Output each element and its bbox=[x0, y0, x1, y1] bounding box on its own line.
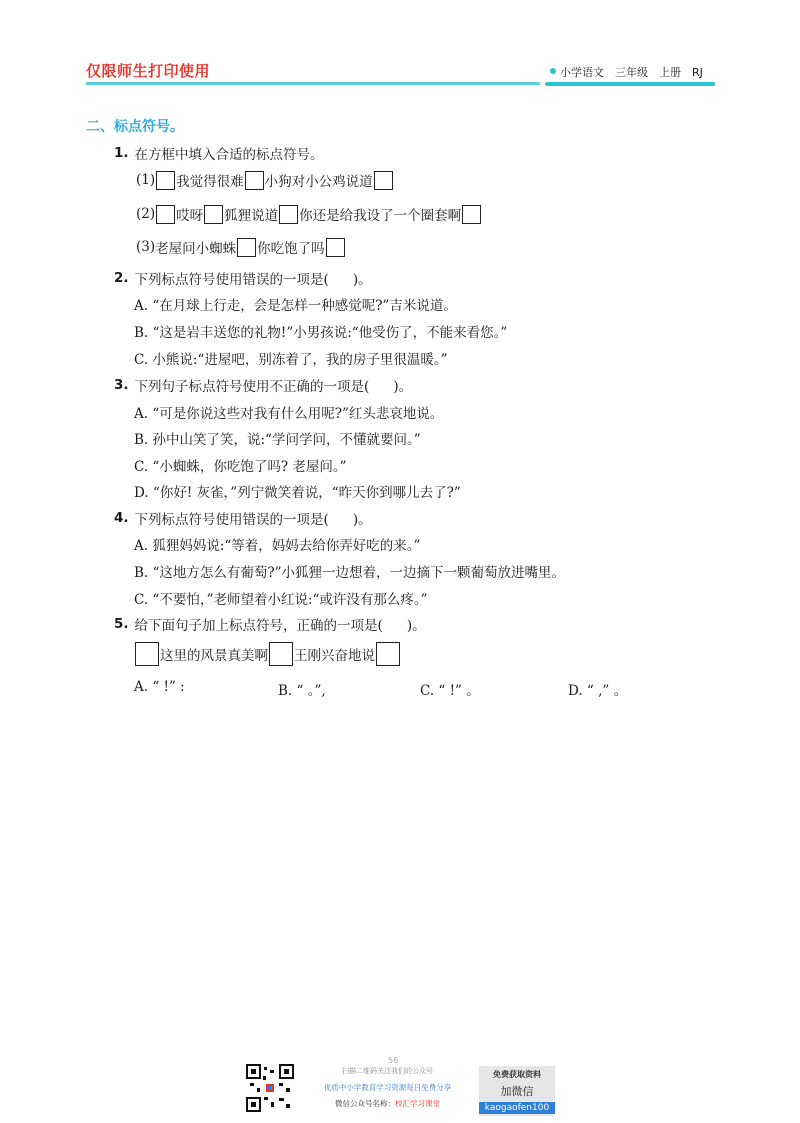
footer-share-text: 优质中小学教育学习资源每日免费分享 bbox=[323, 1083, 452, 1092]
q1-item-2 bbox=[136, 204, 482, 224]
answer-box[interactable] bbox=[135, 642, 159, 666]
answer-box[interactable] bbox=[204, 205, 223, 224]
option: D. “ ,” 。 bbox=[568, 683, 628, 699]
question-stem-end: )。 bbox=[352, 272, 372, 288]
item-label: (2) bbox=[136, 206, 156, 222]
header-rule-right bbox=[545, 82, 715, 86]
badge-title: 免费获取资料 bbox=[493, 1070, 541, 1079]
option: A. “在月球上行走，会是怎样一种感觉呢?”吉米说道。 bbox=[134, 298, 457, 314]
item-text: 哎呀 bbox=[176, 208, 204, 224]
header-rule-left bbox=[86, 82, 540, 85]
question-stem: 下列句子标点符号使用不正确的一项是( bbox=[134, 379, 370, 395]
question-stem-end: )。 bbox=[352, 512, 372, 528]
option: B. “ 。”, bbox=[278, 683, 326, 699]
item-label: (3) bbox=[136, 239, 156, 255]
option: C. “小蜘蛛，你吃饱了吗? 老屋问。” bbox=[134, 459, 347, 475]
option: C. “ !” 。 bbox=[420, 683, 480, 699]
question-number: 2. bbox=[114, 270, 129, 286]
q1-item-3 bbox=[136, 237, 346, 257]
option: A. “ !” : bbox=[134, 679, 185, 695]
option: B. 孙中山笑了笑，说:“学问学问，不懂就要问。” bbox=[134, 432, 421, 448]
header-grade: 三年级 bbox=[615, 66, 648, 79]
header-subject: 小学语文 bbox=[560, 66, 604, 79]
qr-code-icon bbox=[246, 1064, 294, 1112]
item-text: 狐狸说道 bbox=[224, 208, 279, 224]
account-name: 校汇学习课堂 bbox=[395, 1099, 440, 1108]
answer-box[interactable] bbox=[156, 171, 175, 190]
q5-sentence bbox=[134, 642, 401, 666]
section-title: 二、标点符号。 bbox=[86, 119, 184, 135]
item-text: 我觉得很难 bbox=[176, 174, 244, 190]
option: A. “可是你说这些对我有什么用呢?”红头悲哀地说。 bbox=[134, 406, 444, 422]
question-stem-end: )。 bbox=[393, 379, 413, 395]
footer-info bbox=[305, 1066, 470, 1109]
answer-box[interactable] bbox=[279, 205, 298, 224]
option: A. 狐狸妈妈说:“等着，妈妈去给你弄好吃的来。” bbox=[134, 538, 421, 554]
answer-box[interactable] bbox=[374, 171, 393, 190]
page-number: 56 bbox=[388, 1056, 399, 1065]
header-dot bbox=[550, 68, 556, 74]
question-stem-end: )。 bbox=[406, 618, 426, 634]
question-number: 1. bbox=[114, 145, 129, 161]
question-4 bbox=[114, 508, 372, 528]
answer-box[interactable] bbox=[245, 171, 264, 190]
option: C. 小熊说:“进屋吧，别冻着了，我的房子里很温暖。” bbox=[134, 352, 448, 368]
option: D. “你好! 灰雀，”列宁微笑着说，“昨天你到哪儿去了?” bbox=[134, 485, 461, 501]
question-number: 3. bbox=[114, 377, 129, 393]
question-stem: 下列标点符号使用错误的一项是( bbox=[134, 512, 329, 528]
question-3 bbox=[114, 375, 412, 395]
question-1 bbox=[114, 143, 324, 163]
question-stem: 下列标点符号使用错误的一项是( bbox=[134, 272, 329, 288]
answer-box[interactable] bbox=[156, 205, 175, 224]
answer-box[interactable] bbox=[376, 642, 400, 666]
question-stem: 在方框中填入合适的标点符号。 bbox=[134, 147, 324, 163]
sentence-text: 这里的风景真美啊 bbox=[160, 648, 268, 664]
footer-account bbox=[305, 1098, 470, 1109]
item-label: (1) bbox=[136, 172, 156, 188]
item-text: 老屋问小蜘蛛 bbox=[155, 241, 237, 257]
option: B. “这地方怎么有葡萄?”小狐狸一边想着，一边摘下一颗葡萄放进嘴里。 bbox=[134, 565, 566, 581]
option: C. “不要怕，”老师望着小红说:“或许没有那么疼。” bbox=[134, 592, 428, 608]
question-number: 5. bbox=[114, 616, 129, 632]
header-volume: 上册 bbox=[659, 66, 681, 79]
question-5 bbox=[114, 614, 426, 634]
question-number: 4. bbox=[114, 510, 129, 526]
badge-id: kaogaofen100 bbox=[479, 1102, 555, 1114]
item-text: 小狗对小公鸡说道 bbox=[264, 174, 373, 190]
item-text: 你吃饱了吗 bbox=[257, 241, 325, 257]
question-2 bbox=[114, 268, 372, 288]
header-edition: RJ bbox=[692, 65, 703, 79]
wechat-badge bbox=[479, 1066, 555, 1116]
item-text: 你还是给我设了一个圈套啊 bbox=[299, 208, 462, 224]
account-prefix: 微信公众号名称： bbox=[335, 1099, 395, 1108]
badge-subtitle: 加微信 bbox=[500, 1085, 534, 1098]
sentence-text: 王刚兴奋地说 bbox=[294, 648, 375, 664]
answer-box[interactable] bbox=[326, 238, 345, 257]
option: B. “这是岩丰送您的礼物!”小男孩说:“他受伤了，不能来看您。” bbox=[134, 325, 508, 341]
answer-box[interactable] bbox=[462, 205, 481, 224]
header-title: 仅限师生打印使用 bbox=[86, 62, 211, 80]
q1-item-1 bbox=[136, 170, 394, 190]
answer-box[interactable] bbox=[269, 642, 293, 666]
header-info bbox=[560, 64, 703, 80]
question-stem: 给下面句子加上标点符号，正确的一项是( bbox=[134, 618, 383, 634]
answer-box[interactable] bbox=[237, 238, 256, 257]
footer-scan-text: 扫描二维码关注我们的公众号 bbox=[342, 1067, 433, 1075]
